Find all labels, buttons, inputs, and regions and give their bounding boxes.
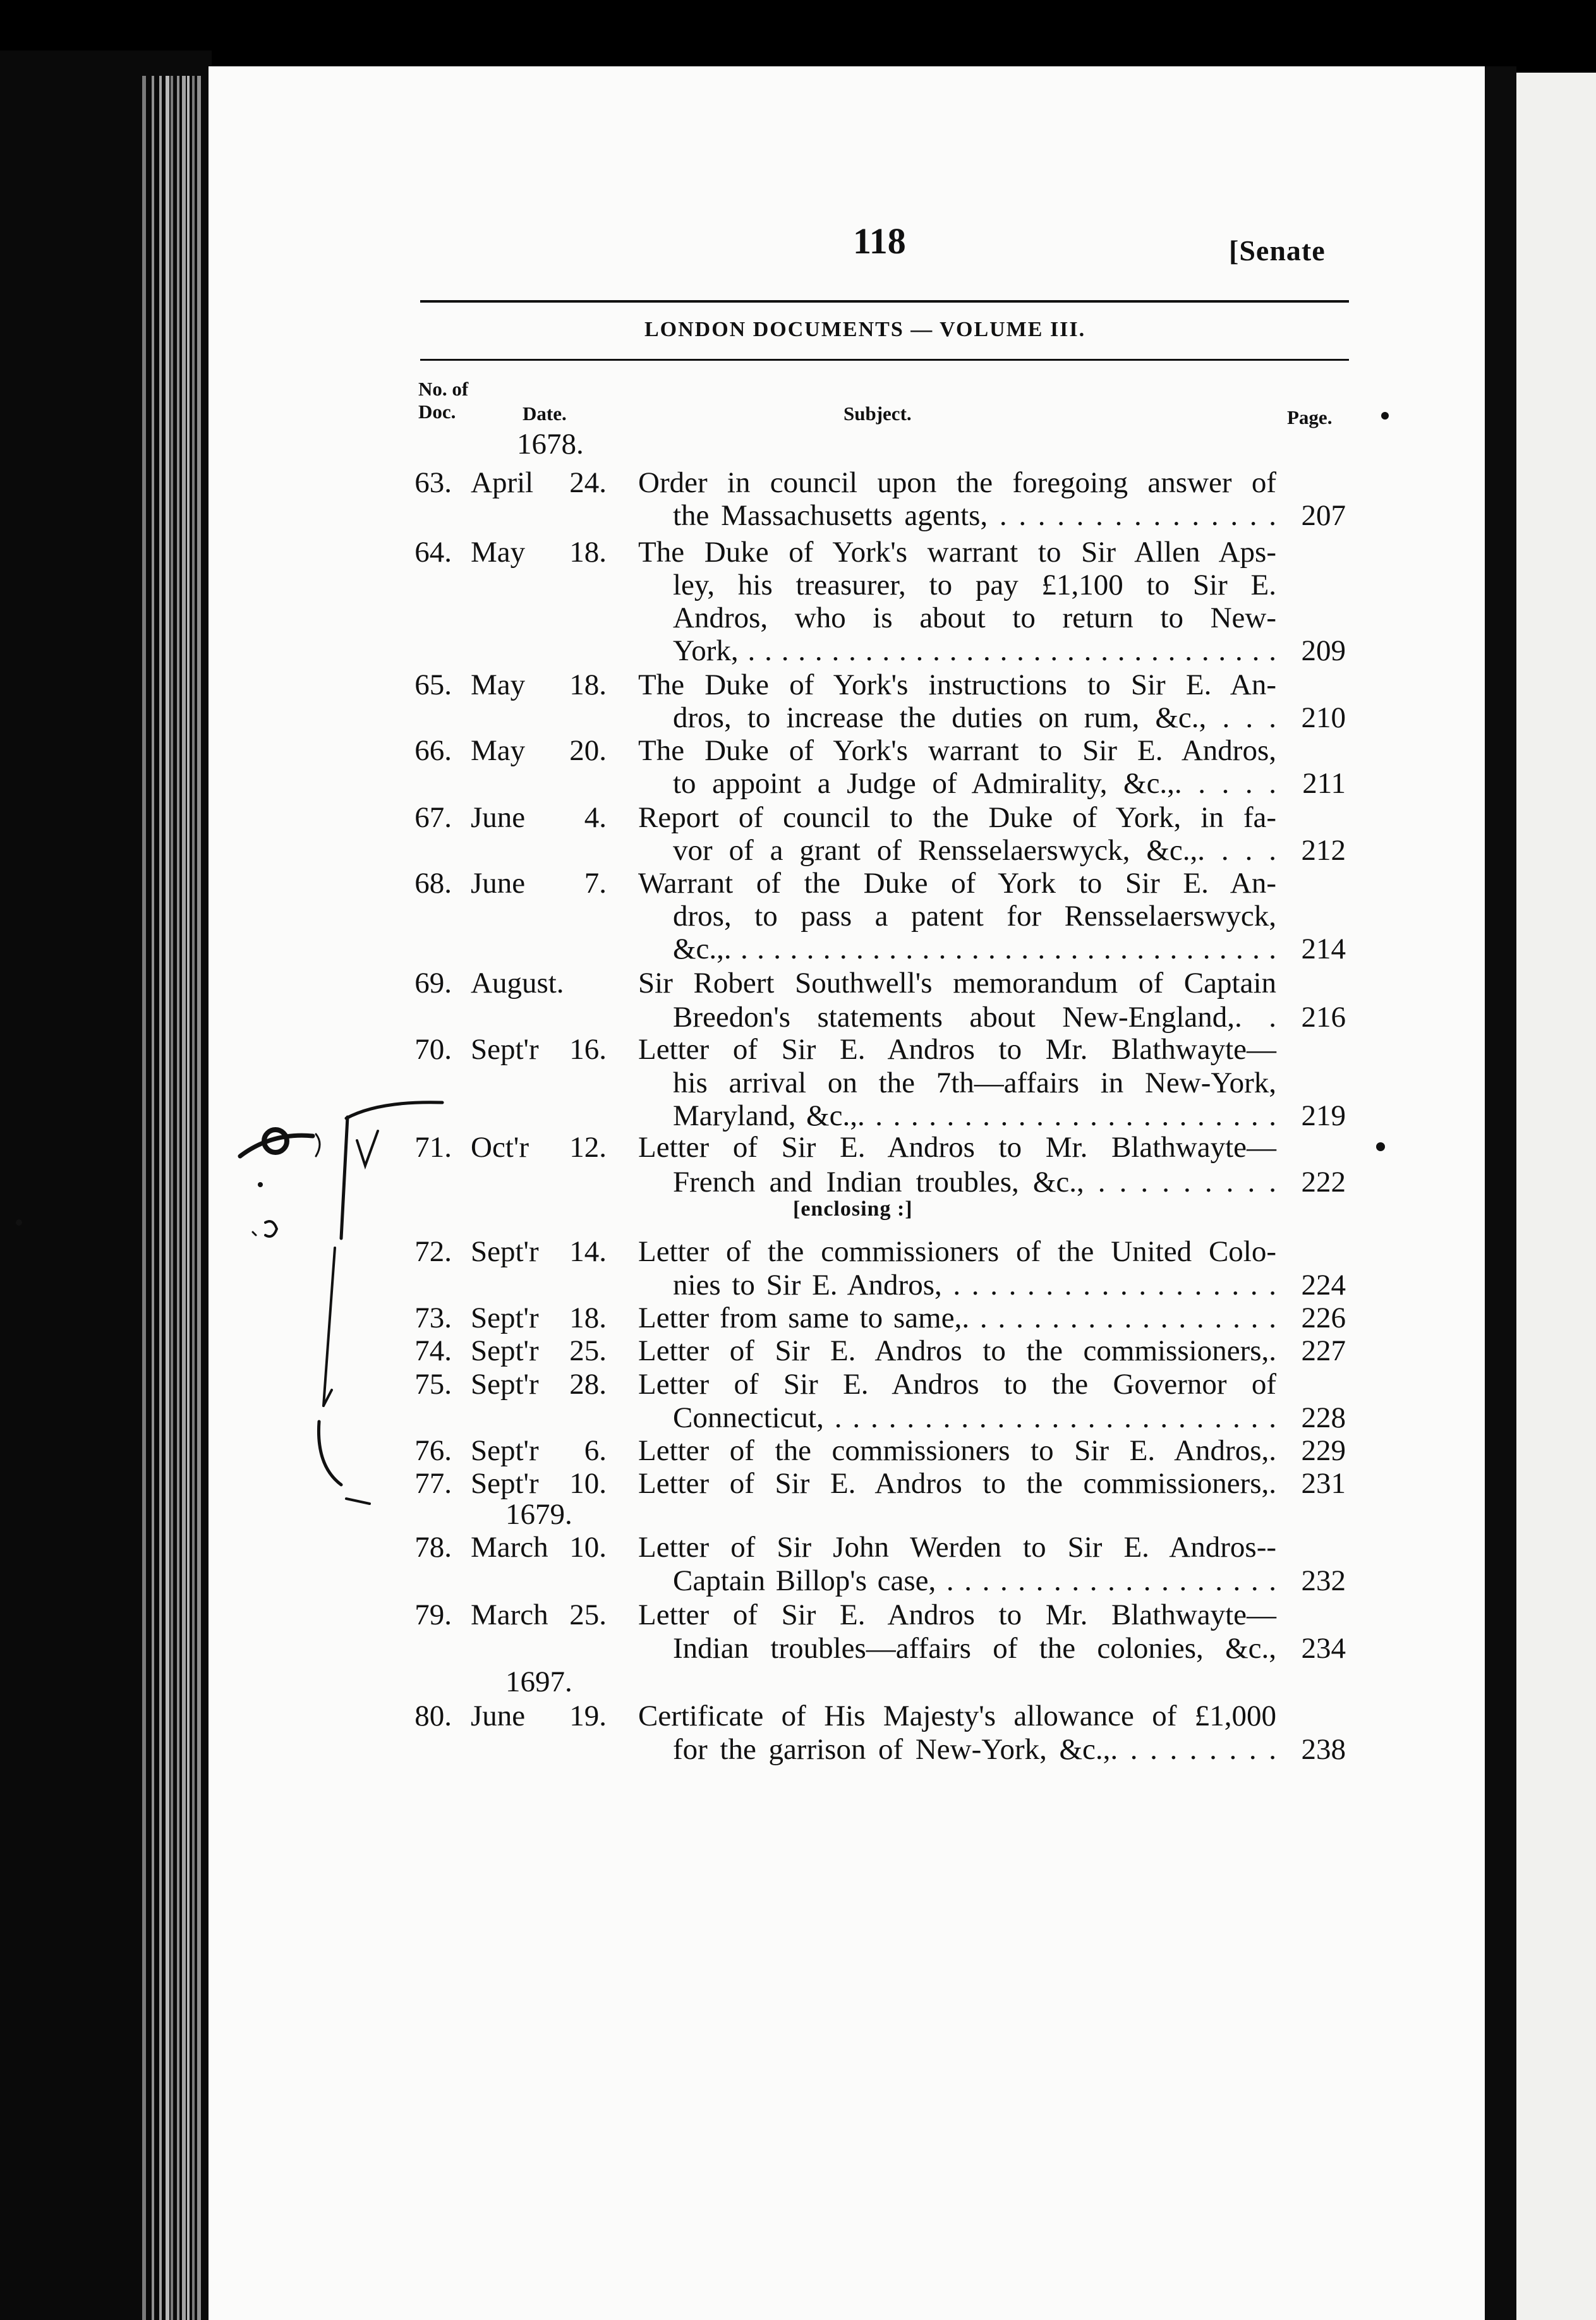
page-reference: 210 [1301, 701, 1346, 734]
subject-text: The Duke of York's warrant to Sir Allen Aps- [638, 536, 1276, 569]
ink-stroke [341, 1117, 348, 1238]
page-reference: 232 [1301, 1564, 1346, 1597]
date-month: Sept'r [471, 1334, 539, 1367]
subject-text: Captain Billop's case, . . . . . . . . . . . . . . . . . . . [673, 1564, 1276, 1597]
subject-text: Letter of the commissioners of the United Colo- [638, 1235, 1276, 1268]
subject-text: The Duke of York's warrant to Sir E. Andros, [638, 734, 1276, 767]
date-month: Sept'r [471, 1235, 539, 1268]
date-day: 24. [569, 466, 607, 499]
subject-text: Letter of Sir E. Andros to Mr. Blathwayte— [638, 1131, 1276, 1164]
page-reference: 209 [1301, 634, 1346, 667]
subject-text: The Duke of York's instructions to Sir E. An- [638, 668, 1276, 701]
subject-text: his arrival on the 7th—affairs in New-York, [673, 1066, 1276, 1099]
page-reference: 219 [1301, 1099, 1346, 1132]
doc-number: 69. [414, 967, 452, 1000]
subject-text: vor of a grant of Rensselaerswyck, &c.,. . . . [673, 834, 1276, 867]
ink-dot [16, 1219, 22, 1226]
subject-text: Andros, who is about to return to New- [673, 601, 1276, 634]
ink-stroke [346, 1103, 442, 1118]
date-month: Sept'r [471, 1033, 539, 1066]
date-month: August. [471, 967, 564, 1000]
page-reference: 214 [1301, 933, 1346, 965]
date-month: April [471, 466, 534, 499]
enclosing-heading: [enclosing :] [793, 1197, 913, 1221]
ink-stroke [318, 1422, 341, 1485]
doc-number: 67. [414, 801, 452, 834]
date-day: 14. [569, 1235, 607, 1268]
subject-text: Letter of Sir E. Andros to Mr. Blathwayte— [638, 1033, 1276, 1066]
column-header-date: Date. [523, 402, 567, 425]
page-reference: 224 [1301, 1269, 1346, 1302]
page-number: 118 [853, 221, 906, 262]
doc-number: 65. [414, 668, 452, 701]
doc-number: 79. [414, 1598, 452, 1631]
subject-text: York, . . . . . . . . . . . . . . . . . . . . . . . . . . . . . . . . [673, 634, 1276, 667]
date-month: June [471, 801, 526, 834]
date-day: 20. [569, 734, 607, 767]
date-day: 25. [569, 1598, 607, 1631]
subject-text: the Massachusetts agents, . . . . . . . . . . . . . . . [673, 499, 1276, 532]
doc-number: 71. [414, 1131, 452, 1164]
date-day: 18. [569, 1302, 607, 1334]
page-reference: 226 [1301, 1302, 1346, 1334]
date-month: Sept'r [471, 1434, 539, 1467]
page-reference: 211 [1302, 767, 1346, 800]
subject-text: Order in council upon the foregoing answer of [638, 466, 1276, 499]
subject-text: ley, his treasurer, to pay £1,100 to Sir E. [673, 569, 1276, 601]
volume-title: LONDON DOCUMENTS — VOLUME III. [644, 318, 1086, 341]
date-month: May [471, 734, 526, 767]
subject-text: to appoint a Judge of Admirality, &c.,. . . . . [673, 767, 1276, 800]
column-header-page: Page. [1287, 406, 1333, 428]
doc-number: 80. [414, 1700, 452, 1732]
check-mark [357, 1131, 378, 1166]
doc-number: 70. [414, 1033, 452, 1066]
doc-number: 76. [414, 1434, 452, 1467]
date-day: 10. [569, 1531, 607, 1564]
ink-stroke [316, 1134, 320, 1156]
subject-text: &c.,. . . . . . . . . . . . . . . . . . . . . . . . . . . . . . . . . . [673, 933, 1276, 965]
subject-text: Breedon's statements about New-England,. . [673, 1001, 1276, 1034]
subject-text: Letter of Sir E. Andros to the commissioners,. [638, 1334, 1276, 1367]
date-month: May [471, 668, 526, 701]
doc-number: 72. [414, 1235, 452, 1268]
subject-text: Maryland, &c.,. . . . . . . . . . . . . . . . . . . . . . . . [673, 1099, 1276, 1132]
doc-number: 63. [414, 466, 452, 499]
ink-dot [1381, 412, 1389, 420]
date-month: May [471, 536, 526, 569]
doc-number: 77. [414, 1467, 452, 1500]
page-reference: 238 [1301, 1733, 1346, 1766]
ink-dot [258, 1182, 263, 1187]
page-reference: 228 [1301, 1401, 1346, 1434]
doc-number: 66. [414, 734, 452, 767]
column-header-doc: No. of Doc. [418, 378, 469, 423]
date-day: 18. [569, 668, 607, 701]
doc-number: 74. [414, 1334, 452, 1367]
date-day: 12. [569, 1131, 607, 1164]
date-day: 19. [569, 1700, 607, 1732]
date-day: 25. [569, 1334, 607, 1367]
subject-text: Letter of Sir John Werden to Sir E. Andros-- [638, 1531, 1276, 1564]
subject-text: Letter from same to same,. . . . . . . . . . . . . . . . . . [638, 1302, 1276, 1334]
date-month: June [471, 867, 526, 900]
date-month: June [471, 1700, 526, 1732]
page-reference: 229 [1301, 1434, 1346, 1467]
date-month: March [471, 1531, 548, 1564]
date-day: 18. [569, 536, 607, 569]
subject-text: Warrant of the Duke of York to Sir E. An- [638, 867, 1276, 900]
doc-number: 73. [414, 1302, 452, 1334]
year-heading: 1679. [505, 1498, 572, 1531]
page-reference: 212 [1301, 834, 1346, 867]
date-day: 28. [569, 1368, 607, 1401]
running-head: [Senate [1229, 234, 1326, 267]
page-reference: 231 [1301, 1467, 1346, 1500]
date-month: Sept'r [471, 1467, 539, 1500]
subject-text: Indian troubles—affairs of the colonies, &c., [673, 1632, 1276, 1665]
year-heading: 1678. [517, 428, 584, 461]
doc-number: 68. [414, 867, 452, 900]
ink-stroke [265, 1221, 277, 1236]
doc-number: 75. [414, 1368, 452, 1401]
subject-text: Letter of the commissioners to Sir E. Andros,. [638, 1434, 1276, 1467]
subject-text: dros, to increase the duties on rum, &c., . . . [673, 701, 1276, 734]
page-reference: 227 [1301, 1334, 1346, 1367]
subject-text: Sir Robert Southwell's memorandum of Captain [638, 967, 1276, 1000]
page-reference: 207 [1301, 499, 1346, 532]
subject-text: for the garrison of New-York, &c.,. . . . . . . . . [673, 1733, 1276, 1766]
date-day: 7. [584, 867, 607, 900]
ink-dot [1376, 1142, 1385, 1151]
date-day: 10. [569, 1467, 607, 1500]
subject-text: French and Indian troubles, &c., . . . . . . . . . [673, 1166, 1276, 1199]
year-heading: 1697. [505, 1665, 572, 1698]
subject-text: Letter of Sir E. Andros to the Governor of [638, 1368, 1276, 1401]
date-month: Oct'r [471, 1131, 529, 1164]
date-day: 4. [584, 801, 607, 834]
subject-text: nies to Sir E. Andros, . . . . . . . . . . . . . . . . . . [673, 1269, 1276, 1302]
subject-text: dros, to pass a patent for Rensselaerswyck, [673, 900, 1276, 933]
date-month: Sept'r [471, 1368, 539, 1401]
date-day: 16. [569, 1033, 607, 1066]
page-reference: 216 [1301, 1001, 1346, 1034]
ink-stroke [253, 1232, 256, 1235]
subject-text: Letter of Sir E. Andros to Mr. Blathwayte— [638, 1598, 1276, 1631]
date-day: 6. [584, 1434, 607, 1467]
date-month: Sept'r [471, 1302, 539, 1334]
page-reference: 222 [1301, 1166, 1346, 1199]
ink-stroke [346, 1499, 370, 1504]
doc-number: 64. [414, 536, 452, 569]
subject-text: Letter of Sir E. Andros to the commissioners,. [638, 1467, 1276, 1500]
column-header-subject: Subject. [843, 402, 912, 425]
date-month: March [471, 1598, 548, 1631]
subject-text: Connecticut, . . . . . . . . . . . . . . . . . . . . . . . . . [673, 1401, 1276, 1434]
page-reference: 234 [1301, 1632, 1346, 1665]
subject-text: Report of council to the Duke of York, in fa- [638, 801, 1276, 834]
subject-text: Certificate of His Majesty's allowance of £1,000 [638, 1700, 1276, 1732]
doc-number: 78. [414, 1531, 452, 1564]
ink-stroke [323, 1248, 335, 1406]
